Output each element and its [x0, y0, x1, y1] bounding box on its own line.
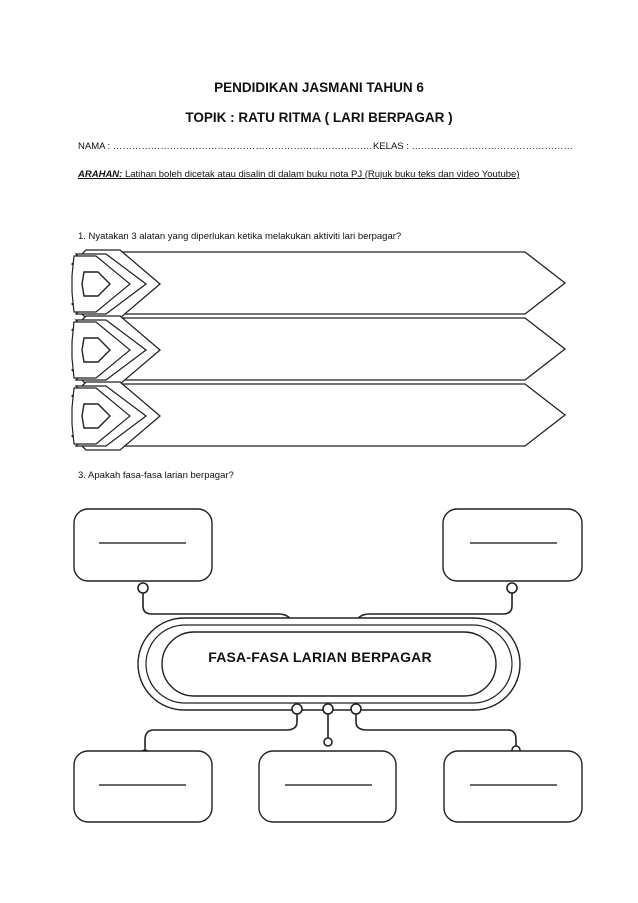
- answer-arrow-3[interactable]: [72, 382, 565, 450]
- answer-arrow-2[interactable]: [72, 316, 565, 384]
- page-title: PENDIDIKAN JASMANI TAHUN 6: [214, 80, 424, 95]
- question-1: 1. Nyatakan 3 alatan yang diperlukan ketika melakukan aktiviti lari berpagar?: [78, 231, 402, 242]
- name-field[interactable]: NAMA : ……………………………………………………………………….: [78, 141, 372, 152]
- answer-arrow-1[interactable]: [72, 250, 565, 318]
- topic-title: TOPIK : RATU RITMA ( LARI BERPAGAR ): [185, 110, 453, 125]
- instructions-text: Latihan boleh dicetak atau disalin di dalam buku nota PJ (Rujuk buku teks dan video Youtube): [122, 169, 520, 180]
- phases-center-label: FASA-FASA LARIAN BERPAGAR: [208, 649, 432, 665]
- question-3: 3. Apakah fasa-fasa larian berpagar?: [78, 470, 234, 481]
- phase-box-bottom-center[interactable]: [259, 751, 396, 822]
- phase-box-top-right[interactable]: [443, 509, 582, 581]
- instructions-label: ARAHAN:: [78, 169, 123, 180]
- class-field[interactable]: KELAS : ……………………………………………: [373, 141, 574, 152]
- connector-bottom-center: [323, 704, 333, 746]
- phase-box-top-left[interactable]: [74, 509, 212, 581]
- phase-box-bottom-left[interactable]: [74, 751, 212, 822]
- connector-bottom-left: [141, 704, 302, 758]
- connector-bottom-right: [351, 704, 520, 754]
- phase-box-bottom-right[interactable]: [444, 751, 582, 822]
